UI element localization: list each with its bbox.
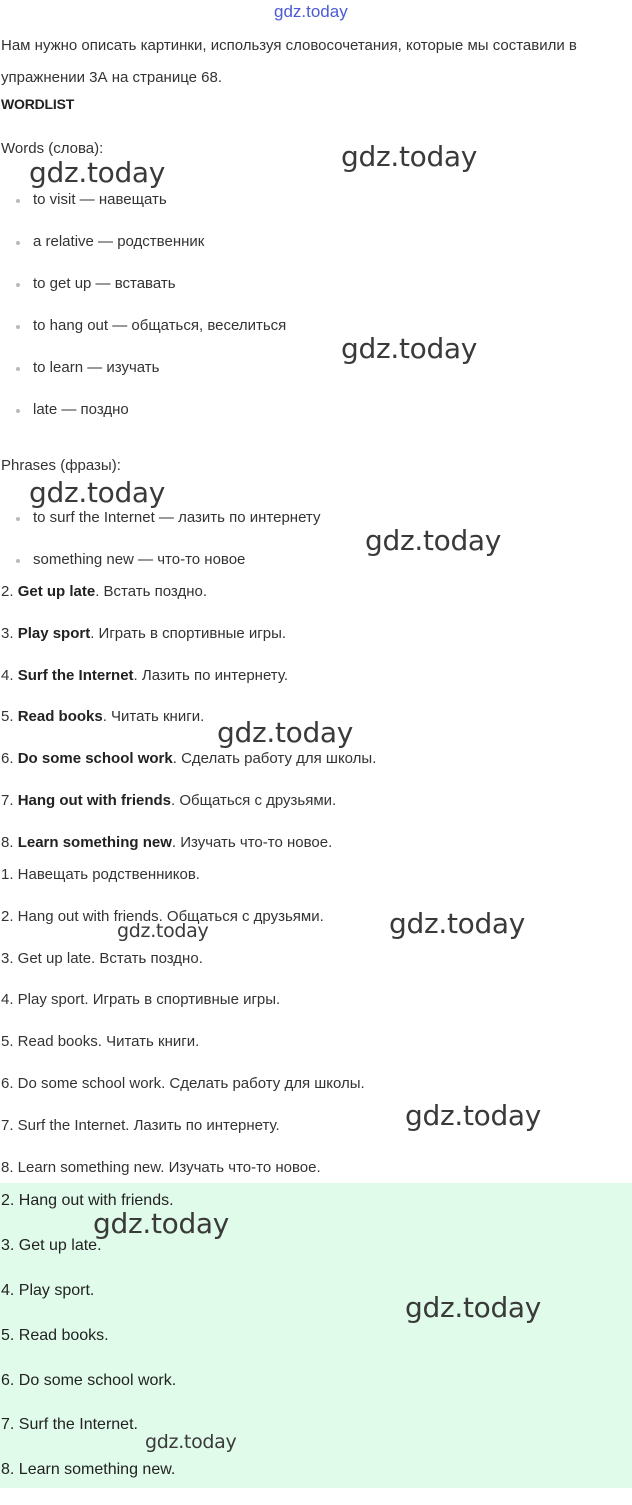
watermark: gdz.today	[217, 716, 354, 749]
list-item: 4. Play sport.	[1, 1281, 95, 1299]
watermark: gdz.today	[341, 140, 478, 173]
list-item: 6. Do some school work. Сделать работу для школы.	[1, 750, 377, 768]
phrases-list	[15, 508, 320, 592]
intro-text: Нам нужно описать картинки, используя словосочетания, которые мы составили в упражнении 3А на странице 68.	[1, 37, 577, 86]
words-list	[15, 190, 286, 442]
words-heading: Words (слова):	[1, 140, 104, 157]
wordlist-title: WORDLIST	[1, 96, 75, 112]
watermark: gdz.today	[29, 156, 166, 189]
list-item: 5. Read books. Читать книги.	[1, 1033, 200, 1051]
list-item: 8. Learn something new.	[1, 1461, 176, 1479]
list-item: to visit — навещать	[15, 190, 286, 232]
list-item: 6. Do some school work.	[1, 1371, 177, 1389]
list-item: 3. Get up late. Встать поздно.	[1, 949, 203, 967]
watermark: gdz.today	[93, 1207, 230, 1240]
list-item: 2. Hang out with friends.	[1, 1192, 174, 1209]
list-item: 4. Play sport. Играть в спортивные игры.	[1, 991, 281, 1009]
list-item: something new — что-то новое	[15, 550, 320, 592]
list-item: 4. Surf the Internet. Лазить по интернету.	[1, 666, 289, 684]
list-item: 7. Hang out with friends. Общаться с друзьями.	[1, 791, 337, 809]
list-item: 7. Surf the Internet.	[1, 1416, 138, 1434]
list-item: a relative — родственник	[15, 232, 286, 274]
list-item: 8. Learn something new. Изучать что-то новое.	[1, 1158, 321, 1176]
site-logo[interactable]: gdz.today	[274, 2, 348, 21]
list-item: 6. Do some school work. Сделать работу для школы.	[1, 1074, 365, 1092]
list-item: 2. Hang out with friends. Общаться с друзьями.	[1, 907, 324, 925]
list-item: 5. Read books.	[1, 1326, 109, 1344]
list-item: 5. Read books. Читать книги.	[1, 708, 205, 726]
list-item: to learn — изучать	[15, 358, 286, 400]
list-item: 3. Play sport. Играть в спортивные игры.	[1, 624, 287, 642]
watermark: gdz.today	[341, 332, 478, 365]
list-item: 8. Learn something new. Изучать что-то новое.	[1, 833, 333, 851]
watermark: gdz.today	[405, 1099, 542, 1132]
list-item: 1. Навещать родственников.	[1, 866, 200, 883]
watermark: gdz.today	[145, 1431, 237, 1453]
list-item: 3. Get up late.	[1, 1236, 102, 1254]
answer-list-translated	[1, 865, 365, 1199]
watermark: gdz.today	[29, 476, 166, 509]
watermark: gdz.today	[389, 907, 526, 940]
list-item: to get up — вставать	[15, 274, 286, 316]
list-item: 2. Get up late. Встать поздно.	[1, 583, 207, 600]
phrases-heading: Phrases (фразы):	[1, 457, 121, 474]
list-item: 7. Surf the Internet. Лазить по интернету.	[1, 1116, 280, 1134]
watermark: gdz.today	[365, 524, 502, 557]
watermark: gdz.today	[405, 1291, 542, 1324]
list-item: late — поздно	[15, 400, 286, 442]
list-item: to hang out — общаться, веселиться	[15, 316, 286, 358]
list-item: to surf the Internet — лазить по интернету	[15, 508, 320, 550]
watermark: gdz.today	[117, 920, 209, 942]
